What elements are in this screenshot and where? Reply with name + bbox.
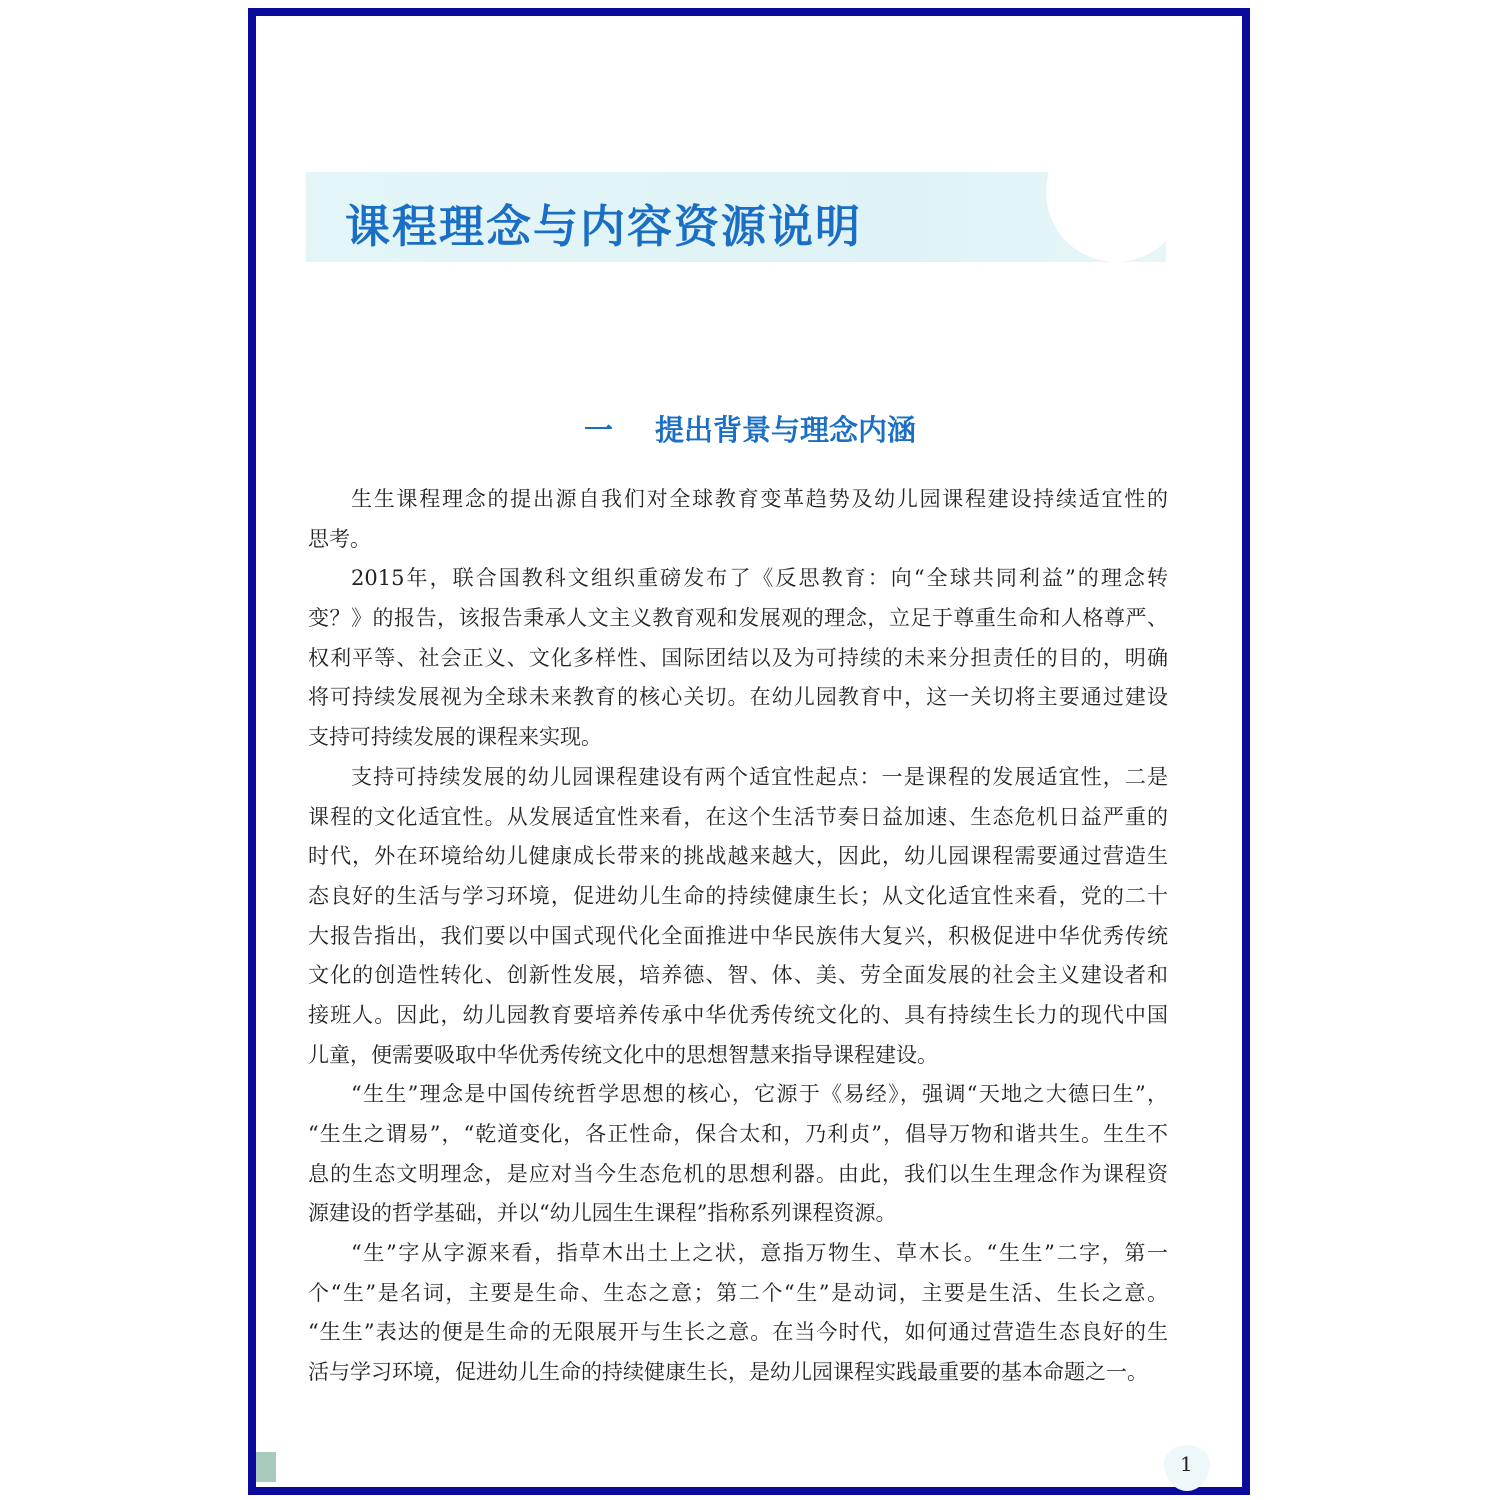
paragraph-line: 2015年，联合国教科文组织重磅发布了《反思教育：向“全球共同利益”的理念转 xyxy=(351,566,1168,591)
paragraph-line: “生”字从字源来看，指草木出土上之状，意指万物生、草木长。“生生”二字，第一 xyxy=(351,1241,1168,1266)
paragraph-line: 思考。 xyxy=(308,526,371,551)
paragraph-line: 大报告指出，我们要以中国式现代化全面推进中华民族伟大复兴，积极促进中华优秀传统 xyxy=(308,923,1168,948)
paragraph-line: 时代，外在环境给幼儿健康成长带来的挑战越来越大，因此，幼儿园课程需要通过营造生 xyxy=(308,844,1168,869)
paragraph-line: 支持可持续发展的幼儿园课程建设有两个适宜性起点：一是课程的发展适宜性，二是 xyxy=(351,764,1168,789)
paragraph-line: 权利平等、社会正义、文化多样性、国际团结以及为可持续的未来分担责任的目的，明确 xyxy=(308,645,1168,670)
paragraph-line: “生生”表达的便是生命的无限展开与生长之意。在当今时代，如何通过营造生态良好的生 xyxy=(308,1320,1168,1345)
paragraph-line: 课程的文化适宜性。从发展适宜性来看，在这个生活节奏日益加速、生态危机日益严重的 xyxy=(308,804,1168,829)
paragraph-line: 变？》的报告，该报告秉承人文主义教育观和发展观的理念，立足于尊重生命和人格尊严、 xyxy=(308,606,1168,631)
page-title: 课程理念与内容资源说明 xyxy=(345,200,863,253)
paragraph-line: 将可持续发展视为全球未来教育的核心关切。在幼儿园教育中，这一关切将主要通过建设 xyxy=(308,685,1168,710)
paragraph-line: 息的生态文明理念，是应对当今生态危机的思想利器。由此，我们以生生理念作为课程资 xyxy=(308,1161,1168,1186)
section-heading xyxy=(0,408,1500,449)
paragraph-line: 源建设的哲学基础，并以“幼儿园生生课程”指称系列课程资源。 xyxy=(308,1201,897,1226)
section-number: 一 xyxy=(583,413,613,447)
paragraph-line: “生生”理念是中国传统哲学思想的核心，它源于《易经》，强调“天地之大德曰生”， xyxy=(351,1082,1168,1107)
paragraph-line: 活与学习环境，促进幼儿生命的持续健康生长，是幼儿园课程实践最重要的基本命题之一。 xyxy=(308,1360,1148,1385)
paragraph-line: “生生之谓易”，“乾道变化，各正性命，保合太和，乃利贞”，倡导万物和谐共生。生生不 xyxy=(308,1122,1168,1146)
paragraph-line: 生生课程理念的提出源自我们对全球教育变革趋势及幼儿园课程建设持续适宜性的 xyxy=(351,487,1168,511)
paragraph-line: 态良好的生活与学习环境，促进幼儿生命的持续健康生长；从文化适宜性来看，党的二十 xyxy=(308,883,1168,908)
paragraph-line: 儿童，便需要吸取中华优秀传统文化中的思想智慧来指导课程建设。 xyxy=(308,1042,938,1067)
paragraph-line: 文化的创造性转化、创新性发展，培养德、智、体、美、劳全面发展的社会主义建设者和 xyxy=(308,963,1168,988)
banner-circle-decoration xyxy=(1046,172,1166,262)
page-number: 1 xyxy=(1180,1452,1193,1476)
paragraph-line: 个“生”是名词，主要是生命、生态之意；第二个“生”是动词，主要是生活、生长之意。 xyxy=(308,1280,1168,1305)
publisher-logo xyxy=(256,1452,276,1482)
section-title: 提出背景与理念内涵 xyxy=(655,413,917,447)
body-text xyxy=(308,480,1168,1393)
paragraph-line: 支持可持续发展的课程来实现。 xyxy=(308,725,602,750)
paragraph-line: 接班人。因此，幼儿园教育要培养传承中华优秀传统文化的、具有持续生长力的现代中国 xyxy=(308,1002,1168,1027)
